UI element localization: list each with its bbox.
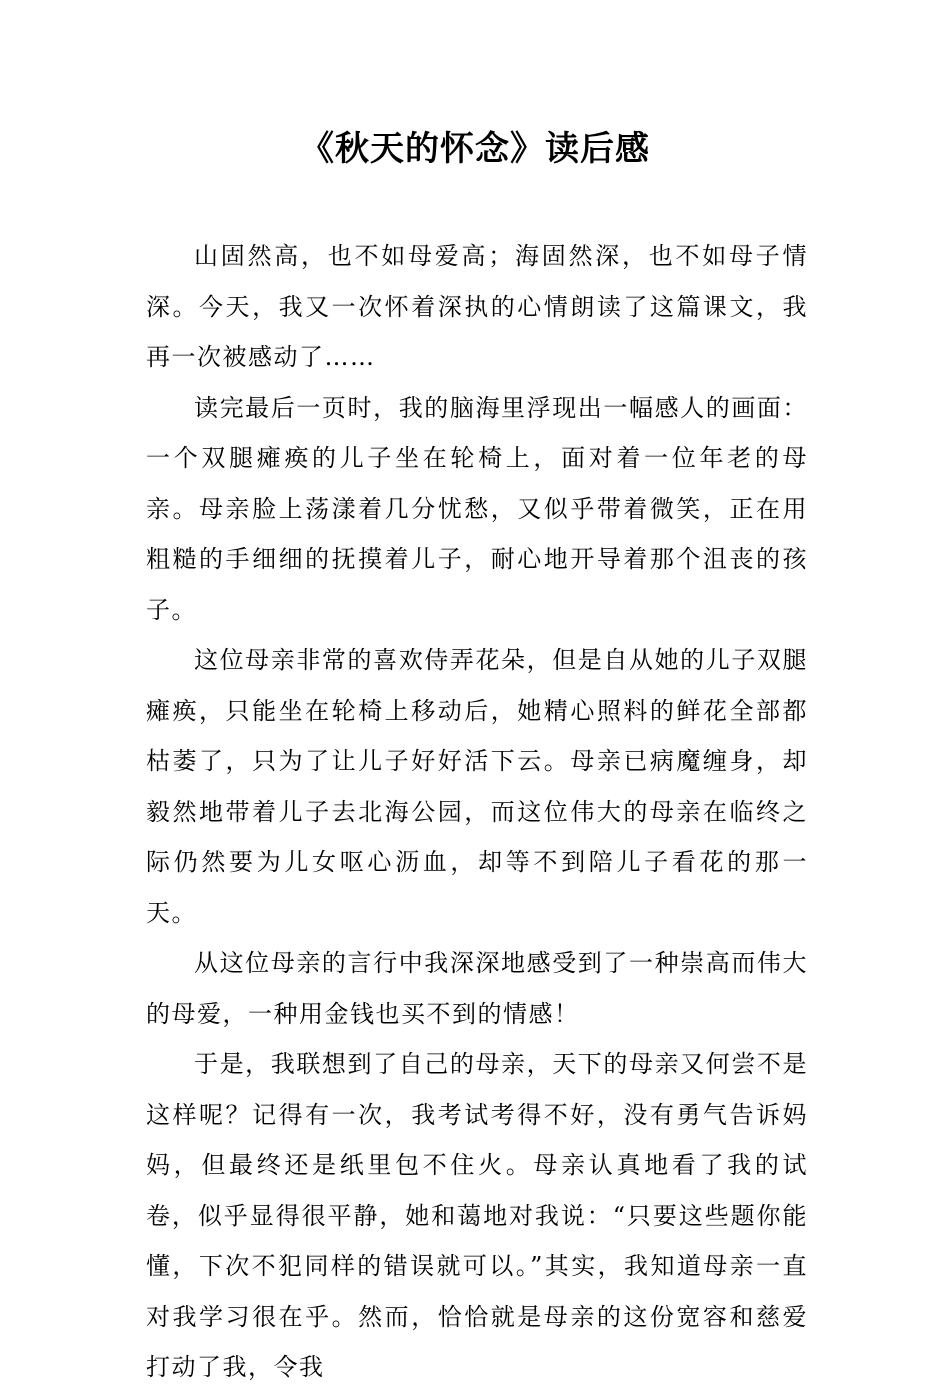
paragraph: 于是，我联想到了自己的母亲，天下的母亲又何尝不是这样呢？记得有一次，我考试考得不好，没有勇气告诉妈妈，但最终还是纸里包不住火。母亲认真地看了我的试卷，似乎显得很平静，她和蔼地对我说：“只要这些题你能懂，下次不犯同样的错误就可以。”其实，我知道母亲一直对我学习很在乎。然而，恰恰就是母亲的这份宽容和慈爱打动了我，令我 <box>146 1050 808 1381</box>
paragraph: 从这位母亲的言行中我深深地感受到了一种崇高而伟大的母爱，一种用金钱也买不到的情感！ <box>146 949 808 1028</box>
paragraph: 山固然高，也不如母爱高；海固然深，也不如母子情深。今天，我又一次怀着深执的心情朗读了这篇课文，我再一次被感动了…… <box>146 242 808 371</box>
document-title: 《秋天的怀念》读后感 <box>300 129 650 169</box>
document-body <box>146 231 808 1393</box>
paragraph: 这位母亲非常的喜欢侍弄花朵，但是自从她的儿子双腿瘫痪，只能坐在轮椅上移动后，她精心照料的鲜花全部都枯萎了，只为了让儿子好好活下云。母亲已病魔缠身，却毅然地带着儿子去北海公园，而这位伟大的母亲在临终之际仍然要为儿女呕心沥血，却等不到陪儿子看花的那一天。 <box>146 646 808 927</box>
paragraph: 读完最后一页时，我的脑海里浮现出一幅感人的画面：一个双腿瘫痪的儿子坐在轮椅上，面对着一位年老的母亲。母亲脸上荡漾着几分忧愁，又似乎带着微笑，正在用粗糙的手细细的抚摸着儿子，耐心地开导着那个沮丧的孩子。 <box>146 393 808 624</box>
